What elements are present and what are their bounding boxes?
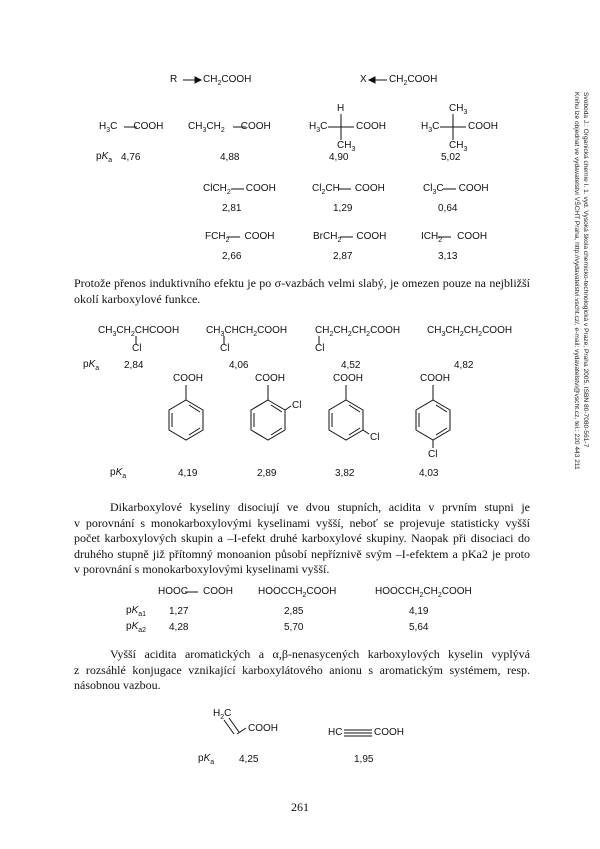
isobutyric-h: H [337, 103, 345, 114]
benzoic-ring-1 [169, 385, 203, 440]
pka2-malonic: 5,70 [284, 622, 304, 633]
citation-line-2: Knihu lze objednat ve vydavatelství VŠCHT Praha, http://vydavatelstvi.vscht.cz/, e-mail: vydavatelstvi@vscht.cz, tel.: 220 443 211 [573, 92, 580, 470]
pka-pivalic: 5,02 [441, 152, 461, 163]
pka-propiolic: 1,95 [354, 754, 374, 765]
pka-label-butanoic: $pK_a$ [83, 359, 100, 372]
pka-3-chlorobenzoic: 3,82 [335, 468, 355, 479]
label-ch2cooh-right: $CH_2COOH$ [389, 74, 438, 87]
propiolic-cooh: COOH [374, 727, 404, 738]
iodoacetic-acid: $ICH_2$ COOH [421, 231, 488, 244]
acrylic-cooh: COOH [248, 723, 278, 734]
paragraph-conjugation [74, 647, 530, 694]
cl-4-chlorobutanoic: Cl [315, 343, 325, 354]
para3-line-3: násobnou vazbou. [74, 678, 161, 692]
butanoic-acid: $CH_3CH_2CH_2COOH$ [427, 325, 513, 338]
label-x: X [360, 74, 367, 85]
pka-3-chlorobutanoic: 4,06 [229, 360, 249, 371]
cooh-benzoic: COOH [173, 373, 203, 384]
cooh-2-chlorobenzoic: COOH [255, 373, 285, 384]
3-chlorobutanoic-acid: $CH_3CHCH_2COOH$ [206, 325, 288, 338]
benzoic-ring-2 [251, 385, 291, 440]
para1-line-2: okolí karboxylové funkce. [74, 291, 201, 306]
pka2-oxalic: 4,28 [169, 622, 189, 633]
cl-2-chlorobutanoic: Cl [132, 343, 142, 354]
propiolic-hc: HC [328, 727, 343, 738]
pka-2-chlorobutanoic: 2,84 [124, 360, 144, 371]
para2-line-2: v porovnání s monokarboxylovými kyselinami vyšší, neboť se projevuje statisticky vyšší [74, 515, 530, 530]
pka-dichloroacetic: 1,29 [333, 203, 353, 214]
chloroacetic-acid: ClCH$_2$ COOH [203, 183, 276, 196]
pka-4-chlorobenzoic: 4,03 [419, 468, 439, 479]
isobutyric-left: $H_3C$ [309, 121, 328, 134]
pka-acrylic: 4,25 [239, 754, 259, 765]
trichloroacetic-acid: $Cl_3C$ COOH [423, 183, 489, 196]
pka-label-benzoic: $pK_a$ [110, 467, 127, 480]
pivalic-left: $H_3C$ [421, 121, 440, 134]
label-ch2cooh-left: $CH_2COOH$ [203, 74, 252, 87]
pka1-succinic: 4,19 [409, 606, 429, 617]
cooh-3-chlorobenzoic: COOH [333, 373, 363, 384]
pka-isobutyric: 4,90 [329, 152, 349, 163]
dichloroacetic-acid: $Cl_2CH$ COOH [312, 183, 385, 196]
label-r: R [170, 74, 178, 85]
propanoic-acid: $CH_3CH_2$ COOH [188, 121, 271, 134]
para2-line-5: v porovnání s monokarboxylovými kyselinami vyšší. [74, 562, 330, 576]
pka-chloroacetic: 2,81 [222, 203, 242, 214]
benzoic-ring-3 [329, 385, 369, 440]
acrylic-h2c: $H_2C$ [213, 708, 232, 721]
para2-line-3: počet karboxylových skupin a –I-efekt druhé karboxylové skupiny. Naopak při disociaci do [74, 531, 530, 545]
para2-line-4: druhého stupně již přítomný monoanion působí nepříznivě svým –I-efektem a pKa2 je proto [74, 546, 530, 561]
pka1-oxalic: 1,27 [169, 606, 189, 617]
pka-butanoic: 4,82 [454, 360, 474, 371]
malonic-acid: $HOOCCH_2COOH$ [258, 586, 337, 599]
pka-propanoic: 4,88 [220, 152, 240, 163]
pka-4-chlorobutanoic: 4,52 [341, 360, 361, 371]
para3-line-2: z rozsáhlé konjugace vznikající karboxylátového anionu s aromatickým systémem, resp. [74, 662, 530, 677]
para3-line-1: Vyšší acidita aromatických a α,β-nenasycených karboxylových kyselin vyplývá [110, 647, 530, 661]
bromoacetic-acid: BrCH$_2$ COOH [313, 231, 387, 244]
citation-line-1: Svoboda J.: Organická chemie I. 1. vyd. Vysoká škola chemicko-technologická v Praze, Praha 2005. ISBN 80-7080-561-7 [582, 92, 589, 448]
2-chlorobutanoic-acid: $CH_3CH_2CHCOOH$ [98, 325, 180, 338]
cl-2-chlorobenzoic: Cl [292, 400, 302, 411]
pka-fluoroacetic: 2,66 [222, 251, 242, 262]
pka-benzoic: 4,19 [178, 468, 198, 479]
pivalic-top-ch3: $CH_3$ [449, 103, 468, 116]
fluoroacetic-acid: $FCH_2$ COOH [205, 231, 275, 244]
isobutyric-ch3: $CH_3$ [337, 140, 356, 153]
isobutyric-right: COOH [356, 121, 386, 132]
succinic-acid: $HOOCCH_2CH_2COOH$ [375, 586, 472, 599]
pka1-malonic: 2,85 [284, 606, 304, 617]
pka-trichloroacetic: 0,64 [438, 203, 458, 214]
oxalic-acid: HOOC COOH [158, 586, 233, 597]
pka2-succinic: 5,64 [409, 622, 429, 633]
pka-label-unsaturated: $pK_a$ [198, 753, 215, 766]
pka-acetic: 4,76 [121, 152, 141, 163]
pka-label-row1: $pK_a$ [96, 151, 113, 164]
4-chlorobutanoic-acid: $CH_2CH_2CH_2COOH$ [315, 325, 401, 338]
benzoic-ring-4 [416, 385, 450, 448]
pka-2-chlorobenzoic: 2,89 [257, 468, 277, 479]
paragraph-inductive-effect [74, 276, 530, 307]
cl-3-chlorobutanoic: Cl [220, 343, 230, 354]
paragraph-dicarboxylic [74, 500, 530, 578]
cooh-4-chlorobenzoic: COOH [420, 373, 450, 384]
cl-4-chlorobenzoic: Cl [428, 449, 438, 460]
para1-line-1: Protože přenos induktivního efektu je po σ-vazbách velmi slabý, je omezen pouze na nejbližší [74, 276, 530, 290]
cl-3-chlorobenzoic: Cl [370, 432, 380, 443]
pka-bromoacetic: 2,87 [333, 251, 353, 262]
page-number: 261 [291, 800, 309, 814]
arrowhead-right [195, 77, 201, 83]
arrowhead-left [369, 77, 375, 83]
pka1-label: $pK_{a1}$ [126, 605, 147, 618]
para2-line-1: Dikarboxylové kyseliny disociují ve dvou stupních, acidita v prvním stupni je [110, 500, 530, 514]
acetic-acid: $H_3C$ COOH [99, 121, 164, 134]
pka2-label: $pK_{a2}$ [126, 621, 147, 634]
pka-iodoacetic: 3,13 [438, 251, 458, 262]
pivalic-right: COOH [468, 121, 498, 132]
pivalic-bottom-ch3: $CH_3$ [449, 140, 468, 153]
